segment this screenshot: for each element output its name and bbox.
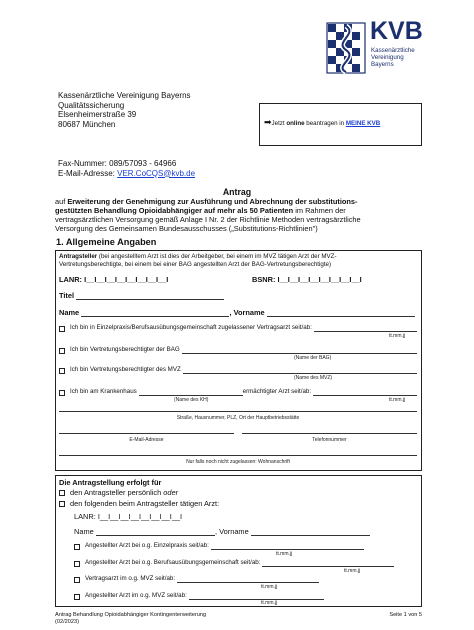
- opt1-date-field[interactable]: [314, 326, 417, 332]
- applicant-personal-checkbox[interactable]: [59, 490, 65, 496]
- footer-title: Antrag Behandlung Opioidabhängiger Kontingenterweiterung: [55, 612, 207, 618]
- vorname-field[interactable]: [267, 311, 415, 317]
- contact-info: Fax-Nummer: 089/57093 - 64966 E-Mail-Adresse: VER.CoCQS@kvb.de: [58, 159, 196, 178]
- mvz-name-field[interactable]: [183, 368, 417, 374]
- form-subtitle: auf Erweiterung der Genehmigung zur Ausführung und Abrechnung der substitutions- gestützten Behandlung Opioidabhängiger auf mehr als 50 Patienten im Rahmen der vertragsärztlichen Versorgung gemäß Anlage I Nr. 2 der Richtlinie Methoden vertragsärztliche Versorgung des Gemeinsamen Bundesausschusses („Substitutions-Richtlinien"): [55, 197, 361, 233]
- doctor-vorname-field[interactable]: [251, 530, 370, 536]
- logo-brand: KVB: [370, 17, 423, 45]
- sub-einzelpraxis-checkbox[interactable]: [74, 544, 80, 550]
- bsnr-input[interactable]: I__I__I__I__I__I__I__I__I: [277, 275, 362, 284]
- sub-bag-checkbox[interactable]: [74, 561, 80, 567]
- opt-einzelpraxis-checkbox[interactable]: [59, 326, 65, 332]
- sub2-date-field[interactable]: [262, 561, 394, 567]
- titel-field[interactable]: [76, 294, 224, 300]
- phone-field[interactable]: [242, 433, 417, 434]
- doctor-lanr-input[interactable]: I__I__I__I__I__I__I__I__I: [97, 512, 183, 521]
- section-1-box: Antragsteller (bei angestelltem Arzt ist dies der Arbeitgeber, bei einem im MVZ tätigen Arzt der MVZ- Vertretungsberechtigte, bei einem bei einer BAG angestellten Arzt der BAG-Vertretungsberechtigte) LANR: I__I__I__I__I__I__I__I__I BSNR: I__I__I__I__I__I__I__I__I Titel Name , Vorname Ich bin in Einzelpraxis/Berufsausübungsgemeinschaft zugelassener Vertragsarzt seit/ab: tt.mm.jj Ich bin Vertretungsberechtigter der BAG (Name der BAG) Ich bin Vertretungsberechtigter des MVZ (Name des MVZ) Ich bin am Krankenhaus ermächtigter Arzt seit/ab: (Name des KH) tt.mm.jj Straße, Hausnummer, PLZ, Ort der Hauptbetriebsstätte E-Mail-Adresse Telefonnummer Nur falls noch nicht zugelassen: Wohnanschrift: [55, 250, 422, 471]
- opt4-date-field[interactable]: [313, 390, 417, 396]
- address-line: Qualitätssicherung: [58, 100, 125, 110]
- address-line: 80687 München: [58, 119, 116, 129]
- kvb-emblem-icon: [326, 22, 366, 74]
- name-field[interactable]: [81, 311, 229, 317]
- employed-doctor-checkbox[interactable]: [59, 501, 65, 507]
- doctor-name-field[interactable]: [96, 530, 215, 536]
- sub-mvz-angestellt-checkbox[interactable]: [74, 594, 80, 600]
- kvb-logo: [326, 4, 446, 78]
- form-title: Antrag: [222, 187, 252, 197]
- kh-name-field[interactable]: [139, 390, 243, 396]
- meine-kvb-link[interactable]: MEINE KVB: [345, 120, 381, 127]
- logo-sub3: Bayerns: [371, 61, 394, 68]
- home-address-field[interactable]: [59, 455, 417, 456]
- opt-bag-checkbox[interactable]: [59, 348, 65, 354]
- address-field[interactable]: [59, 411, 417, 412]
- address-line: Elsenheimerstraße 39: [58, 110, 137, 119]
- online-apply-box: ➡Jetzt online beantragen in MEINE KVB: [259, 103, 422, 146]
- sub1-date-field[interactable]: [211, 544, 364, 550]
- opt-krankenhaus-checkbox[interactable]: [59, 390, 65, 396]
- footer-version: (02/2023): [55, 619, 79, 625]
- arrow-right-icon: ➡: [264, 117, 272, 127]
- sub-mvz-vertragsarzt-checkbox[interactable]: [74, 577, 80, 583]
- section-1-title: 1. Allgemeine Angaben: [56, 237, 157, 247]
- opt-mvz-checkbox[interactable]: [59, 368, 65, 374]
- bag-name-field[interactable]: [182, 348, 417, 354]
- page-number: Seite 1 von 5: [389, 612, 422, 618]
- lanr-input[interactable]: I__I__I__I__I__I__I__I__I: [84, 275, 169, 284]
- email-link[interactable]: VER.CoCQS@kvb.de: [117, 168, 196, 178]
- logo-sub2: Vereinigung: [371, 54, 404, 61]
- section-2-box: Die Antragstellung erfolgt für den Antragsteller persönlich oder den folgenden beim Antragsteller tätigen Arzt: LANR: I__I__I__I__I__I__I__I__I Name , Vorname Angestellter Arzt bei o.g. Einzelpraxis seit/ab: tt.mm.jj Angestellter Arzt bei o.g. Berufsausübungsgemeinschaft seit/ab: tt.mm.jj Vertragsarzt im o.g. MVZ seit/ab: tt.mm.jj Angestellter Arzt im o.g. MVZ seit/ab: tt.mm.jj: [55, 475, 422, 607]
- fax-number: Fax-Nummer: 089/57093 - 64966: [58, 159, 177, 168]
- footer: [55, 612, 422, 626]
- sub3-date-field[interactable]: [177, 577, 319, 583]
- email-field[interactable]: [59, 433, 234, 434]
- recipient-address: [58, 91, 191, 129]
- logo-sub1: Kassenärztliche: [371, 47, 415, 54]
- sub4-date-field[interactable]: [189, 594, 324, 600]
- address-line: Kassenärztliche Vereinigung Bayerns: [58, 91, 191, 100]
